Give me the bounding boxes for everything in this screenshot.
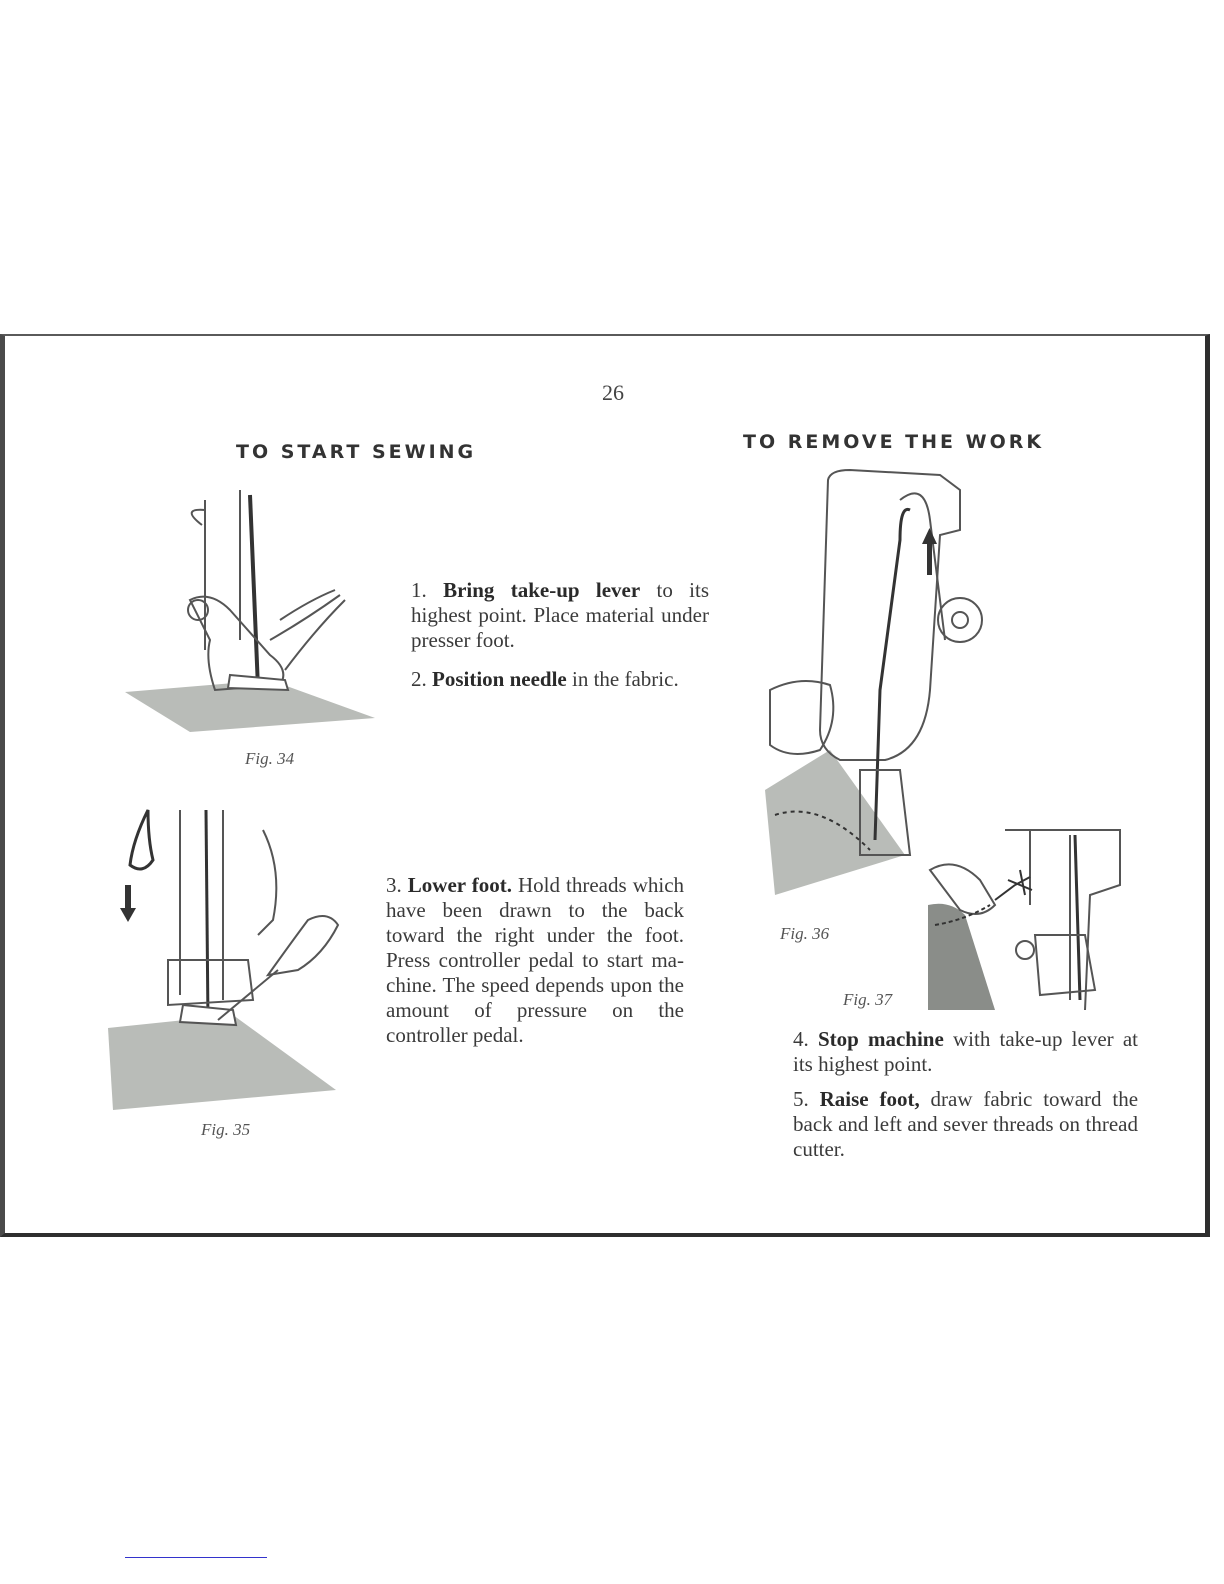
fig-37-caption: Fig. 37 — [843, 990, 893, 1009]
step-2 — [411, 667, 709, 692]
fig-35-caption: Fig. 35 — [201, 1120, 251, 1139]
step-1-text: to its highest point. Place material under presser foot. — [411, 578, 710, 652]
fig-35-illustration — [108, 810, 343, 1115]
fig-36-caption: Fig. 36 — [780, 924, 830, 943]
step-1 — [411, 578, 709, 653]
step-5 — [793, 1087, 1138, 1162]
step-4-text: with take-up lever at its highest point. — [793, 1027, 1138, 1076]
step-3-number: 3. — [386, 873, 402, 897]
step-3-bold: Lower foot. — [407, 873, 512, 897]
fig-37-illustration — [920, 825, 1125, 1015]
step-2-text: in the fabric. — [566, 667, 679, 691]
fig-34-caption: Fig. 34 — [245, 749, 295, 768]
step-3-text: Hold threads which have been drawn to the back toward the right under the foot. Press controller pedal to start machine. The speed depends upon the amount of pressure on the controller pedal. — [386, 873, 685, 1047]
step-4 — [793, 1027, 1138, 1077]
step-5-text: draw fabric toward the back and left and sever threads on thread cutter. — [793, 1087, 1139, 1161]
step-2-bold: Position needle — [432, 667, 567, 691]
footer-link-rule — [125, 1557, 267, 1558]
step-4-bold: Stop machine — [817, 1027, 944, 1051]
step-1-bold: Bring take-up lever — [443, 578, 641, 602]
heading-start-sewing: TO START SEWING — [236, 441, 477, 463]
step-1-number: 1. — [411, 578, 427, 602]
fig-34-illustration — [120, 480, 380, 735]
step-3 — [386, 873, 684, 1048]
step-2-number: 2. — [411, 667, 427, 691]
heading-remove-work: TO REMOVE THE WORK — [743, 431, 1045, 453]
step-5-bold: Raise foot, — [819, 1087, 920, 1111]
step-4-number: 4. — [793, 1027, 809, 1051]
step-5-number: 5. — [793, 1087, 809, 1111]
page-number: 26 — [602, 380, 624, 405]
